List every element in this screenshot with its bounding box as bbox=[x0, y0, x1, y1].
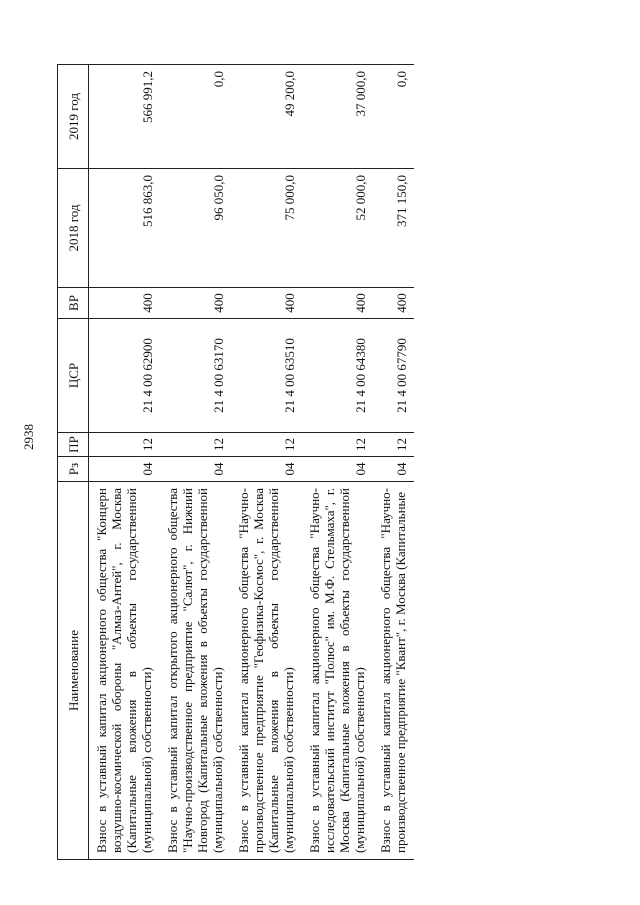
row-csr: 21 4 00 67790 bbox=[373, 319, 414, 433]
row-rz: 04 bbox=[89, 457, 161, 482]
page-number: 2938 bbox=[21, 424, 36, 450]
table-row bbox=[89, 65, 161, 860]
table-row bbox=[373, 65, 414, 860]
row-2018: 516 863,0 bbox=[89, 169, 161, 288]
row-rz: 04 bbox=[160, 457, 231, 482]
budget-table bbox=[57, 64, 414, 860]
row-pr: 12 bbox=[89, 433, 161, 457]
row-2018: 96 050,0 bbox=[160, 169, 231, 288]
row-rz: 04 bbox=[373, 457, 414, 482]
row-vr: 400 bbox=[160, 288, 231, 319]
row-2018: 52 000,0 bbox=[302, 169, 373, 288]
row-csr: 21 4 00 62900 bbox=[89, 319, 161, 433]
row-name: Взнос в уставный капитал открытого акционерного общества "Научно-производственное предприятие "Салют", г. Нижний Новгород (Капитальные вложения в объекты государственной (муниципальной) собственности) bbox=[160, 482, 231, 860]
header-csr: ЦСР bbox=[58, 319, 89, 433]
header-vr: ВР bbox=[58, 288, 89, 319]
table-row bbox=[231, 65, 302, 860]
header-pr: ПР bbox=[58, 433, 89, 457]
row-name: Взнос в уставный капитал акционерного общества "Концерн воздушно-космической обороны "Алмаз-Антей", г. Москва (Капитальные вложения в объекты государственной (муниципальной) собственности) bbox=[89, 482, 161, 860]
header-2019: 2019 год bbox=[58, 65, 89, 169]
row-rz: 04 bbox=[231, 457, 302, 482]
table-header-row bbox=[58, 65, 89, 860]
row-pr: 12 bbox=[373, 433, 414, 457]
row-2019: 49 200,0 bbox=[231, 65, 302, 169]
row-pr: 12 bbox=[160, 433, 231, 457]
row-csr: 21 4 00 63170 bbox=[160, 319, 231, 433]
table-row bbox=[302, 65, 373, 860]
row-2019: 0,0 bbox=[160, 65, 231, 169]
row-2018: 371 150,0 bbox=[373, 169, 414, 288]
row-2019: 0,0 bbox=[373, 65, 414, 169]
header-2018: 2018 год bbox=[58, 169, 89, 288]
table-row bbox=[160, 65, 231, 860]
header-rz: Рз bbox=[58, 457, 89, 482]
row-rz: 04 bbox=[302, 457, 373, 482]
row-csr: 21 4 00 63510 bbox=[231, 319, 302, 433]
row-2019: 566 991,2 bbox=[89, 65, 161, 169]
row-2018: 75 000,0 bbox=[231, 169, 302, 288]
row-vr: 400 bbox=[231, 288, 302, 319]
row-pr: 12 bbox=[302, 433, 373, 457]
header-name: Наименование bbox=[58, 482, 89, 860]
row-csr: 21 4 00 64380 bbox=[302, 319, 373, 433]
row-pr: 12 bbox=[231, 433, 302, 457]
row-vr: 400 bbox=[373, 288, 414, 319]
row-vr: 400 bbox=[302, 288, 373, 319]
row-name: Взнос в уставный капитал акционерного общества "Научно-исследовательский институт "Полюс" им. М.Ф. Стельмаха", г. Москва (Капитальные вложения в объекты государственной (муниципальной) собственности) bbox=[302, 482, 373, 860]
row-2019: 37 000,0 bbox=[302, 65, 373, 169]
row-vr: 400 bbox=[89, 288, 161, 319]
row-name: Взнос в уставный капитал акционерного общества "Научно-производственное предприятие "Квант", г. Москва (Капитальные bbox=[373, 482, 414, 860]
row-name: Взнос в уставный капитал акционерного общества "Научно-производственное предприятие "Геофизика-Космос", г. Москва (Капитальные вложения в объекты государственной (муниципальной) собственности) bbox=[231, 482, 302, 860]
